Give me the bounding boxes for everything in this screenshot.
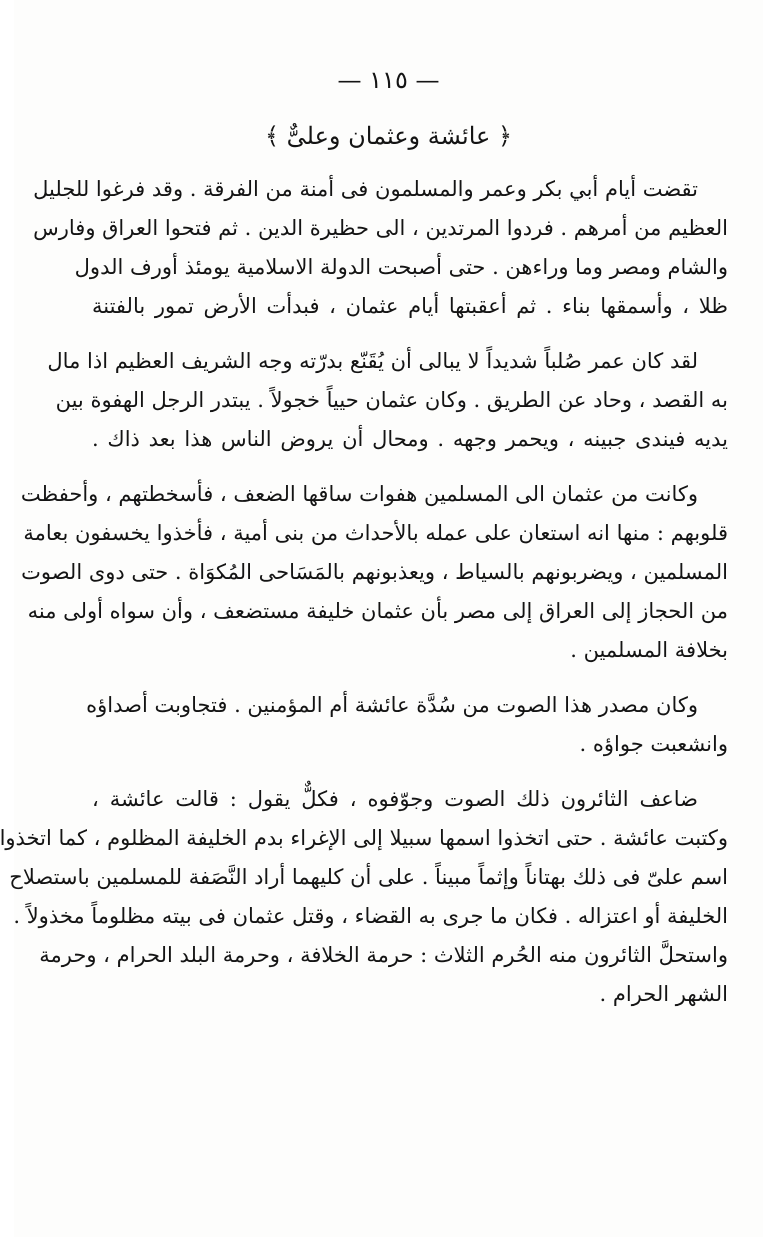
text-line: يديه فيندى جبينه ، ويحمر وجهه . ومحال أن يروض الناس هذا بعد ذاك . [92,427,728,451]
text-line: لقد كان عمر صُلباً شديداً لا يبالى أن يُقَنّع بدرّته وجه الشريف العظيم اذا مال [47,349,698,373]
text-line: وكتبت عائشة . حتى اتخذوا اسمها سبيلا إلى الإغراء بدم الخليفة المظلوم ، كما اتخذوا [0,826,728,850]
text-line: وكانت من عثمان الى المسلمين هفوات ساقها الضعف ، فأسخطتهم ، وأحفظت [20,482,698,506]
paragraph [47,342,728,459]
text-line: قلوبهم : منها انه استعان على عمله بالأحداث من بنى أمية ، فأخذوا يخسفون بعامة [23,521,728,545]
page-number: — ١١٥ — [337,66,440,94]
paragraph [33,170,728,326]
text-line: المسلمين ، ويضربونهم بالسياط ، ويعذبونهم بالمَسَاحى المُكوَاة . حتى دوى الصوت [21,560,728,584]
text-line: به القصد ، وحاد عن الطريق . وكان عثمان حيياً خجولاً . يبتدر الرجل الهفوة بين [55,388,728,412]
text-line: تقضت أيام أبي بكر وعمر والمسلمون فى أمنة من الفرقة . وقد فرغوا للجليل [33,177,698,201]
text-line: العظيم من أمرهم . فردوا المرتدين ، الى حظيرة الدين . ثم فتحوا العراق وفارس [33,216,728,240]
text-line: ضاعف الثائرون ذلك الصوت وجوّفوه ، فكلٌّ يقول : قالت عائشة ، [92,787,698,811]
text-line: ظلا ، وأسمقها بناء . ثم أعقبتها أيام عثمان ، فبدأت الأرض تمور بالفتنة [92,294,728,318]
text-line: وكان مصدر هذا الصوت من سُدَّة عائشة أم المؤمنين . فتجاوبت أصداؤه [86,693,698,717]
text-line: واستحلَّ الثائرون منه الحُرم الثلاث : حرمة الخلافة ، وحرمة البلد الحرام ، وحرمة [39,943,728,967]
text-line: بخلافة المسلمين . [570,638,728,662]
text-line: وانشعبت جواؤه . [579,732,728,756]
text-line: والشام ومصر وما وراءهن . حتى أصبحت الدولة الاسلامية يومئذ أورف الدول [74,255,728,279]
text-line: اسم علىّ فى ذلك بهتاناً وإثماً مبيناً . على أن كليهما أراد النَّصَفة للمسلمين باستصلاح [9,865,728,889]
paragraph [0,780,728,1014]
text-line: من الحجاز إلى العراق إلى مصر بأن عثمان خليفة مستضعف ، وأن سواه أولى منه [27,599,728,623]
chapter-title: ﴿ عائشة وعثمان وعلىٌّ ﴾ [264,122,513,150]
text-line: الشهر الحرام . [599,982,728,1006]
text-line: الخليفة أو اعتزاله . فكان ما جرى به القضاء ، وقتل عثمان فى بيته مظلوماً مخذولاً . [13,904,728,928]
paragraph [86,686,728,764]
paragraph [20,475,728,670]
body-text [0,170,728,1014]
